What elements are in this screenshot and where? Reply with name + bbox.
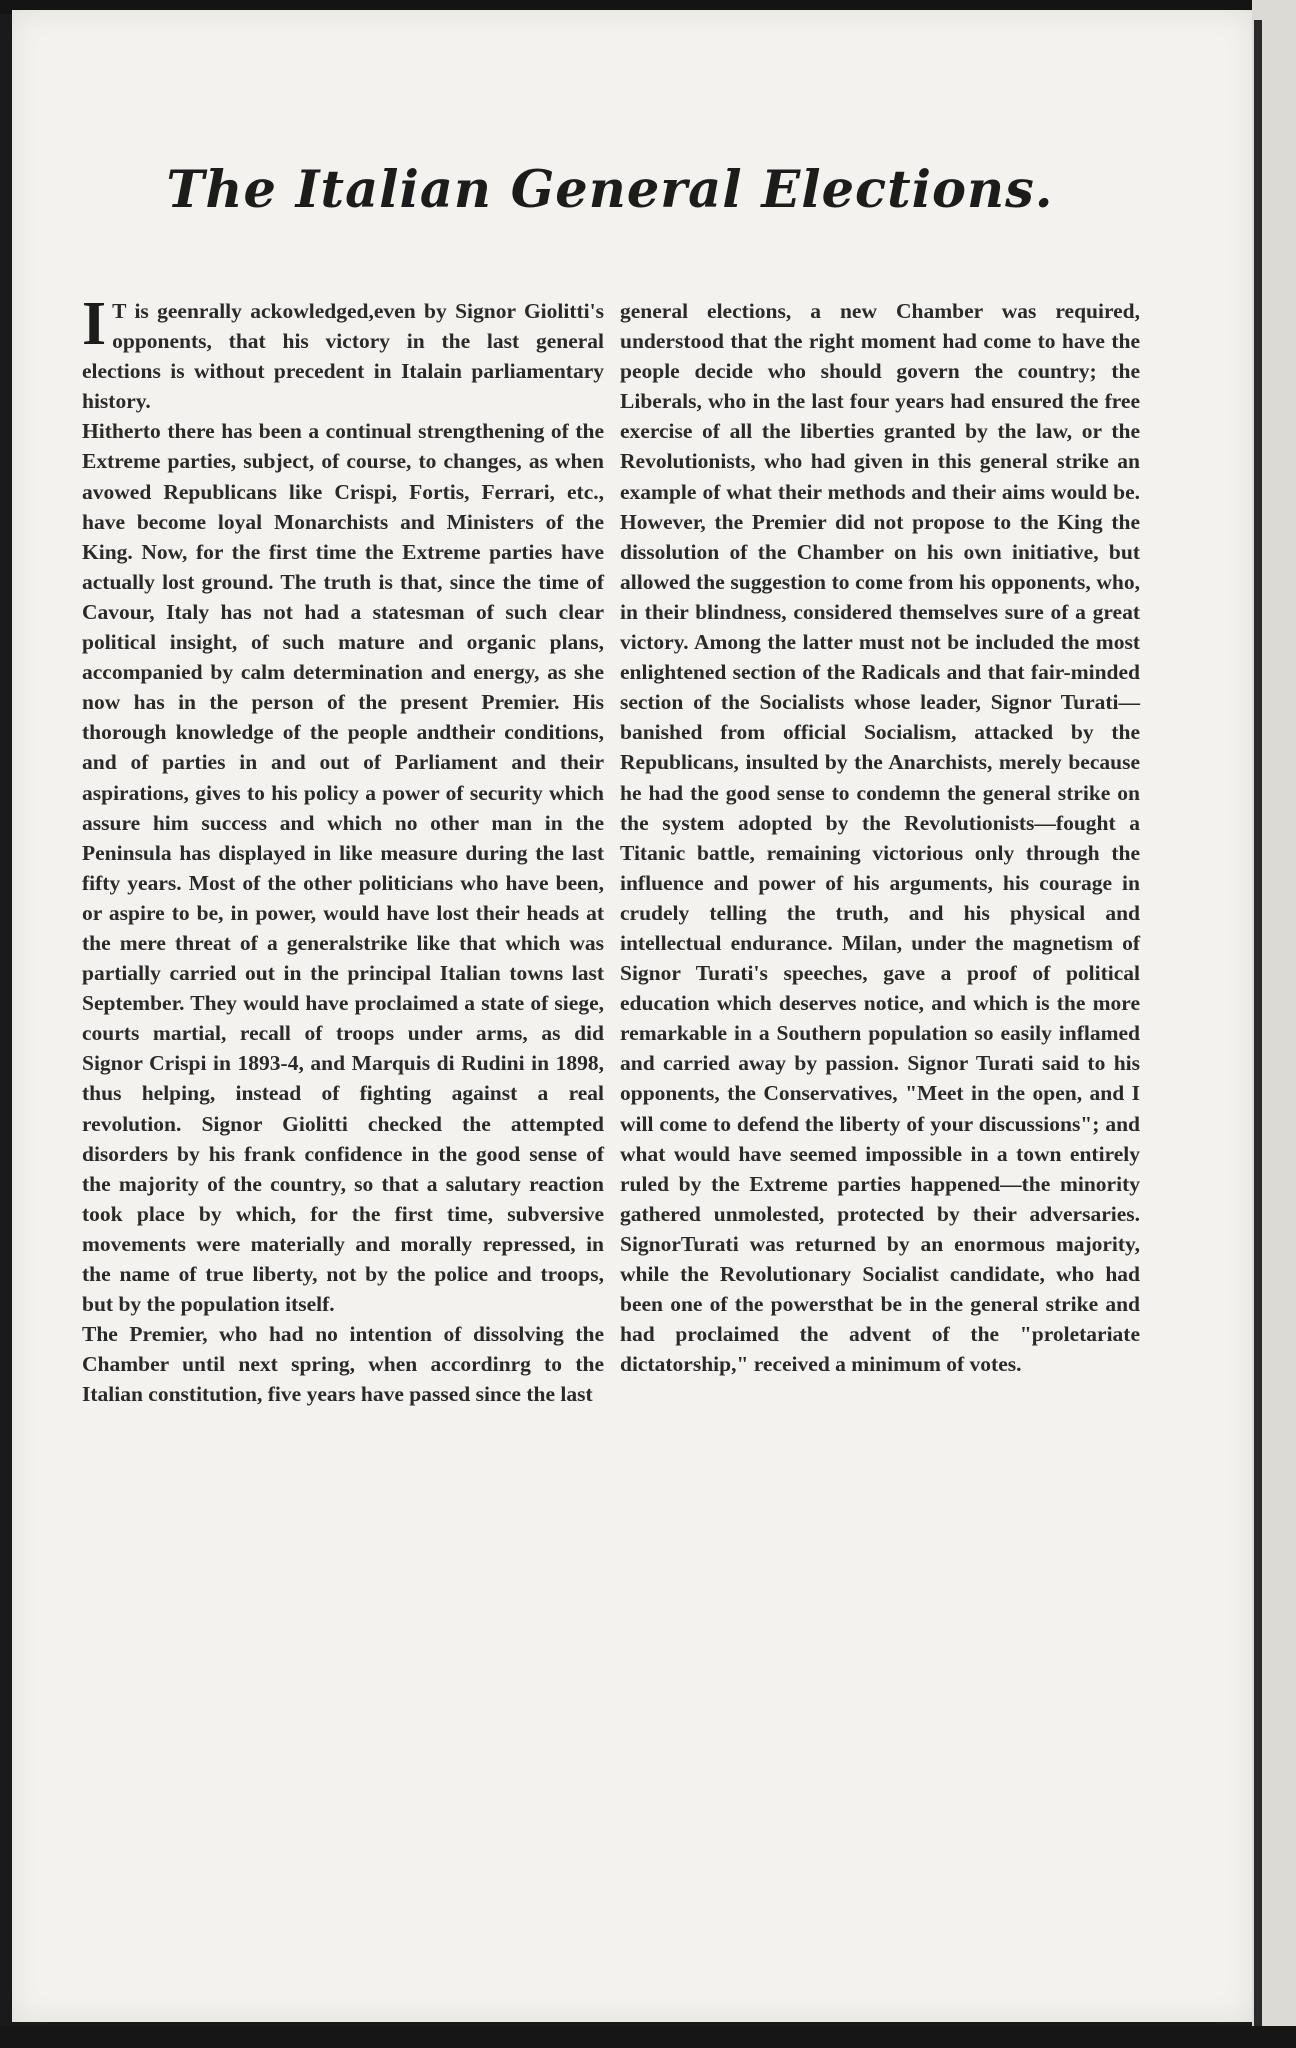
paragraph-4: general elections, a new Chamber was required, understood that the right moment had come to have the people decide who should govern the country; the Liberals, who in the last four years had ensured the free exercise of all the liberties granted by the law, or the Revolutionists, who had given in this general strike an example of what their methods and their aims would be. However, the Premier did not propose to the King the dissolution of the Chamber on his own initiative, but allowed the suggestion to come from his opponents, who, in their blindness, considered themselves sure of a great victory. Among the latter must not be included the most enlightened section of the Radicals and that fair-minded section of the Socialists whose leader, Signor Turati—banished from official Socialism, attacked by the Republicans, insulted by the Anarchists, merely because he had the good sense to condemn the general strike on the system adopted by the Revolutionists—fought a Titanic battle, remaining victorious only through the influence and power of his arguments, his courage in crudely telling the truth, and his physical and intellectual endurance. Milan, under the magnetism of Signor Turati's speeches, gave a proof of political education which deserves notice, and which is the more remarkable in a Southern population so easily inflamed and carried away by passion. Signor Turati said to his opponents, the Conservatives, "Meet in the open, and I will come to defend the liberty of your discussions"; and what would have seemed impossible in a town entirely ruled by the Extreme parties happened—the minority gathered unmolested, protected by their adversaries. SignorTurati was returned by an enormous majority, while the Revolutionary Socialist candidate, who had been one of the powersthat be in the general strike and had proclaimed the advent of the "proletariate dictatorship," received a minimum of votes.: [620, 299, 1140, 1377]
article-title: The Italian General Elections.: [166, 160, 1054, 220]
paragraph-1-text: T is geenrally ackowledged,even by Signor Giolitti's opponents, that his victory in the last general elections is without precedent in Italain parliamentary history.: [82, 299, 604, 414]
paragraph-3: The Premier, who had no intention of dissolving the Chamber until next spring, when accordinrg to the Italian constitution, five years have passed since the last: [82, 1322, 604, 1407]
drop-cap: I: [82, 290, 107, 358]
page-gutter-strip: [1254, 20, 1262, 2030]
right-column: [620, 296, 1140, 1379]
paragraph-2: Hitherto there has been a continual strengthening of the Extreme parties, subject, of course, to changes, as when avowed Republicans like Crispi, Fortis, Ferrari, etc., have become loyal Monarchists and Ministers of the King. Now, for the first time the Extreme parties have actually lost ground. The truth is that, since the time of Cavour, Italy has not had a statesman of such clear political insight, of such mature and organic plans, accompanied by calm determination and energy, as she now has in the person of the present Premier. His thorough knowledge of the people andtheir conditions, and of parties in and out of Parliament and their aspirations, gives to his policy a power of security which assure him success and which no other man in the Peninsula has displayed in like measure during the last fifty years. Most of the other politicians who have been, or aspire to be, in power, would have lost their heads at the mere threat of a generalstrike like that which was partially carried out in the principal Italian towns last September. They would have proclaimed a state of siege, courts martial, recall of troops under arms, as did Signor Crispi in 1893-4, and Marquis di Rudini in 1898, thus helping, instead of fighting against a real revolution. Signor Giolitti checked the attempted disorders by his frank confidence in the good sense of the majority of the country, so that a salutary reaction took place by which, for the first time, subversive movements were materially and morally repressed, in the name of true liberty, not by the police and troops, but by the population itself.: [82, 419, 604, 1317]
scan-bottom-edge: [0, 2026, 1296, 2048]
left-column: [82, 290, 604, 1409]
paragraph-1: [82, 290, 604, 416]
